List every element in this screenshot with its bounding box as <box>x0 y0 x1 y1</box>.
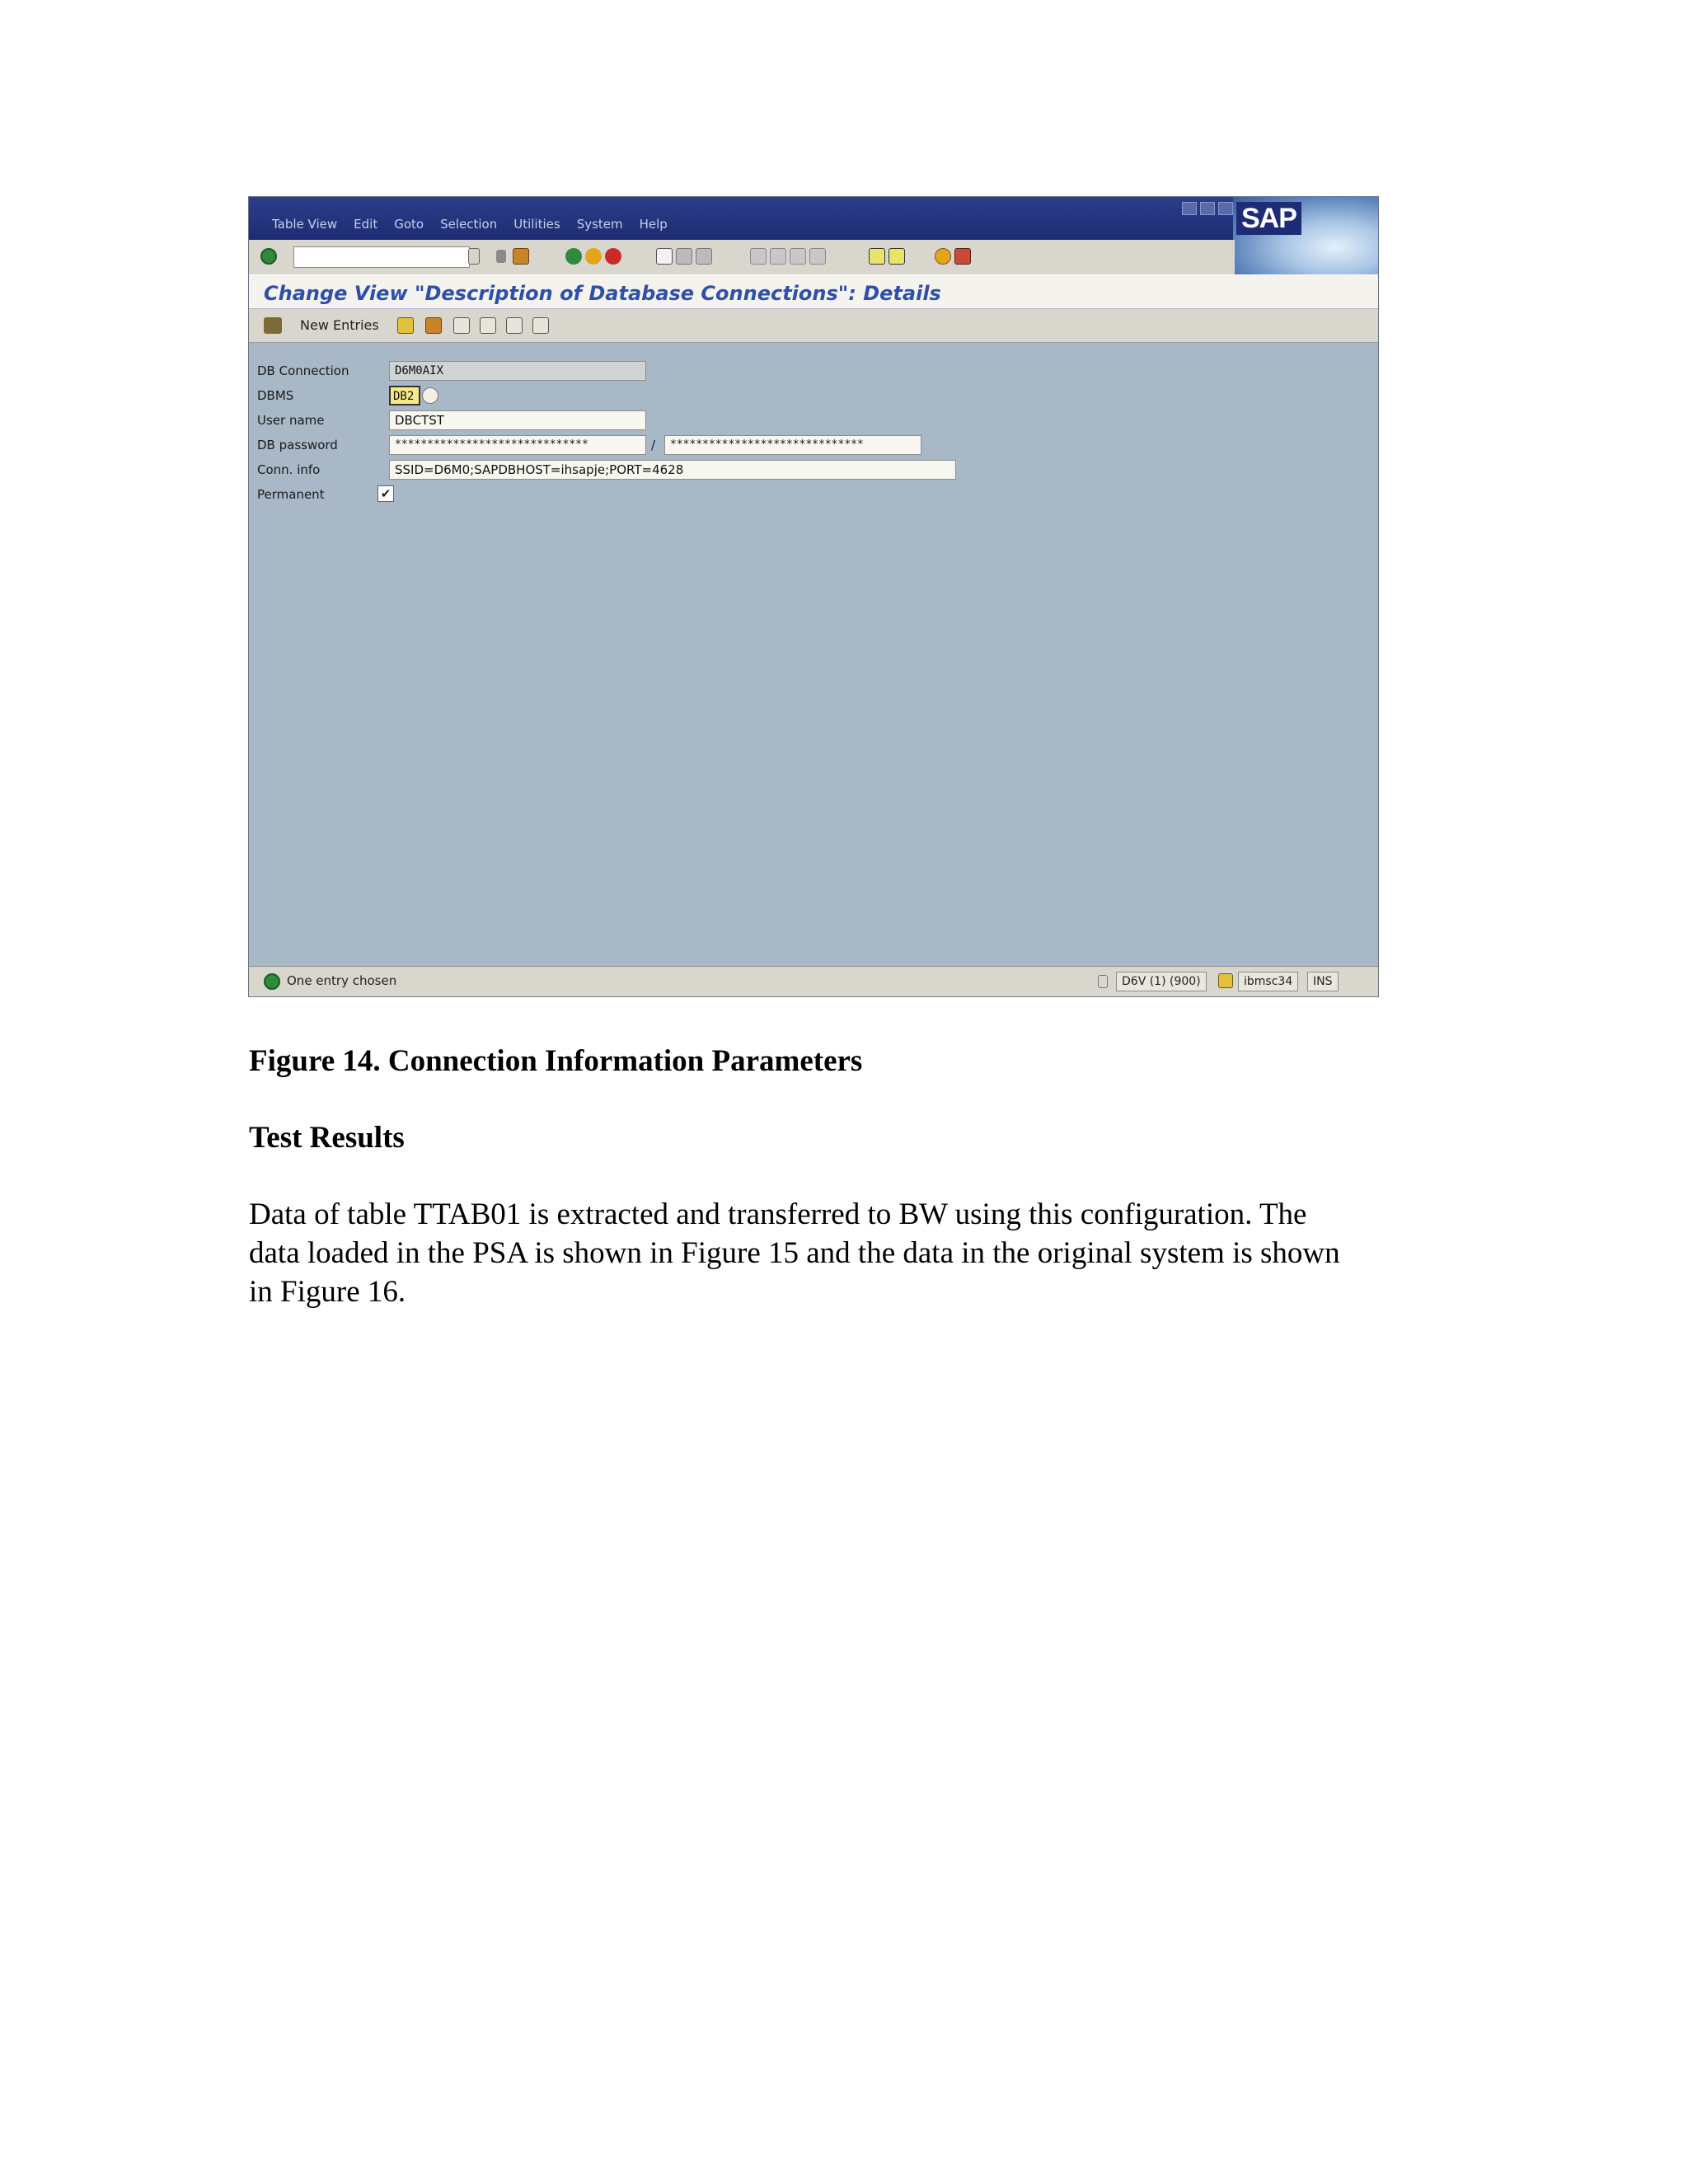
value-help-icon[interactable] <box>422 387 438 404</box>
menu-help[interactable]: Help <box>639 217 668 232</box>
cancel-icon[interactable] <box>605 248 621 265</box>
last-page-icon[interactable] <box>809 248 826 265</box>
session-icon <box>1218 973 1233 988</box>
dbms-field[interactable]: DB2 <box>389 386 420 405</box>
status-message: One entry chosen <box>287 973 397 988</box>
sap-title-bar <box>249 197 1378 240</box>
maximize-icon[interactable] <box>1200 202 1215 215</box>
paragraph-line: in Figure 16. <box>249 1275 406 1309</box>
expand-status-icon[interactable] <box>1098 975 1108 988</box>
screen-title: Change View "Description of Database Connections": Details <box>264 282 941 305</box>
new-entries-button[interactable]: New Entries <box>300 317 379 333</box>
history-dropdown-icon[interactable] <box>468 248 480 265</box>
display-change-icon[interactable] <box>264 317 282 334</box>
undo-change-icon[interactable] <box>453 317 470 334</box>
db-connection-field: D6M0AIX <box>389 361 646 381</box>
shortcut-icon[interactable] <box>889 248 905 265</box>
system-info: D6V (1) (900) <box>1116 972 1207 991</box>
sap-screenshot <box>248 196 1379 997</box>
status-bar <box>249 966 1378 996</box>
success-icon <box>264 973 280 990</box>
previous-page-icon[interactable] <box>770 248 786 265</box>
variant-icon[interactable] <box>532 317 549 334</box>
password-separator: / <box>651 438 656 452</box>
first-page-icon[interactable] <box>750 248 767 265</box>
user-name-field[interactable]: DBCTST <box>389 410 646 430</box>
command-field[interactable] <box>293 246 470 268</box>
standard-toolbar <box>249 240 1235 275</box>
permanent-label: Permanent <box>257 487 325 502</box>
menu-system[interactable]: System <box>576 217 623 232</box>
menu-goto[interactable]: Goto <box>394 217 424 232</box>
back-arrow-icon[interactable] <box>496 250 506 263</box>
help-icon[interactable] <box>935 248 951 265</box>
conn-info-field[interactable]: SSID=D6M0;SAPDBHOST=ihsapje;PORT=4628 <box>389 460 956 480</box>
insert-mode: INS <box>1307 972 1339 991</box>
layout-menu-icon[interactable] <box>954 248 971 265</box>
delete-icon[interactable] <box>425 317 442 334</box>
find-icon[interactable] <box>676 248 692 265</box>
user-name-label: User name <box>257 413 325 428</box>
figure-caption: Figure 14. Connection Information Parameters <box>249 1044 863 1078</box>
window-controls <box>1182 202 1233 215</box>
server-info: ibmsc34 <box>1238 972 1298 991</box>
previous-entry-icon[interactable] <box>480 317 496 334</box>
menu-selection[interactable]: Selection <box>440 217 498 232</box>
menu-edit[interactable]: Edit <box>354 217 378 232</box>
screen-title-bar <box>249 274 1378 308</box>
minimize-icon[interactable] <box>1182 202 1197 215</box>
exit-icon[interactable] <box>585 248 602 265</box>
next-page-icon[interactable] <box>790 248 806 265</box>
db-password-field[interactable]: ****************************** <box>389 435 646 455</box>
sap-logo <box>1233 197 1378 274</box>
copy-icon[interactable] <box>397 317 414 334</box>
paragraph-line: data loaded in the PSA is shown in Figure 15 and the data in the original system is shown <box>249 1236 1340 1270</box>
menu-utilities[interactable]: Utilities <box>513 217 560 232</box>
permanent-checkbox[interactable]: ✔ <box>377 485 394 502</box>
enter-icon[interactable] <box>260 248 277 265</box>
menu-table-view[interactable]: Table View <box>272 217 338 232</box>
db-password-confirm-field[interactable]: ****************************** <box>664 435 921 455</box>
find-next-icon[interactable] <box>696 248 712 265</box>
dbms-label: DBMS <box>257 388 294 403</box>
paragraph-line: Data of table TTAB01 is extracted and transferred to BW using this configuration. The <box>249 1197 1307 1231</box>
save-icon[interactable] <box>513 248 529 265</box>
db-password-label: DB password <box>257 438 338 452</box>
db-connection-label: DB Connection <box>257 363 349 378</box>
create-session-icon[interactable] <box>869 248 885 265</box>
body-paragraph <box>249 1195 1340 1311</box>
close-icon[interactable] <box>1218 202 1233 215</box>
next-entry-icon[interactable] <box>506 317 523 334</box>
sap-logo-text: SAP <box>1236 202 1301 235</box>
menu-bar <box>272 217 668 232</box>
section-heading: Test Results <box>249 1121 405 1155</box>
back-icon[interactable] <box>565 248 582 265</box>
conn-info-label: Conn. info <box>257 462 321 477</box>
print-icon[interactable] <box>656 248 673 265</box>
application-toolbar <box>249 309 1378 343</box>
